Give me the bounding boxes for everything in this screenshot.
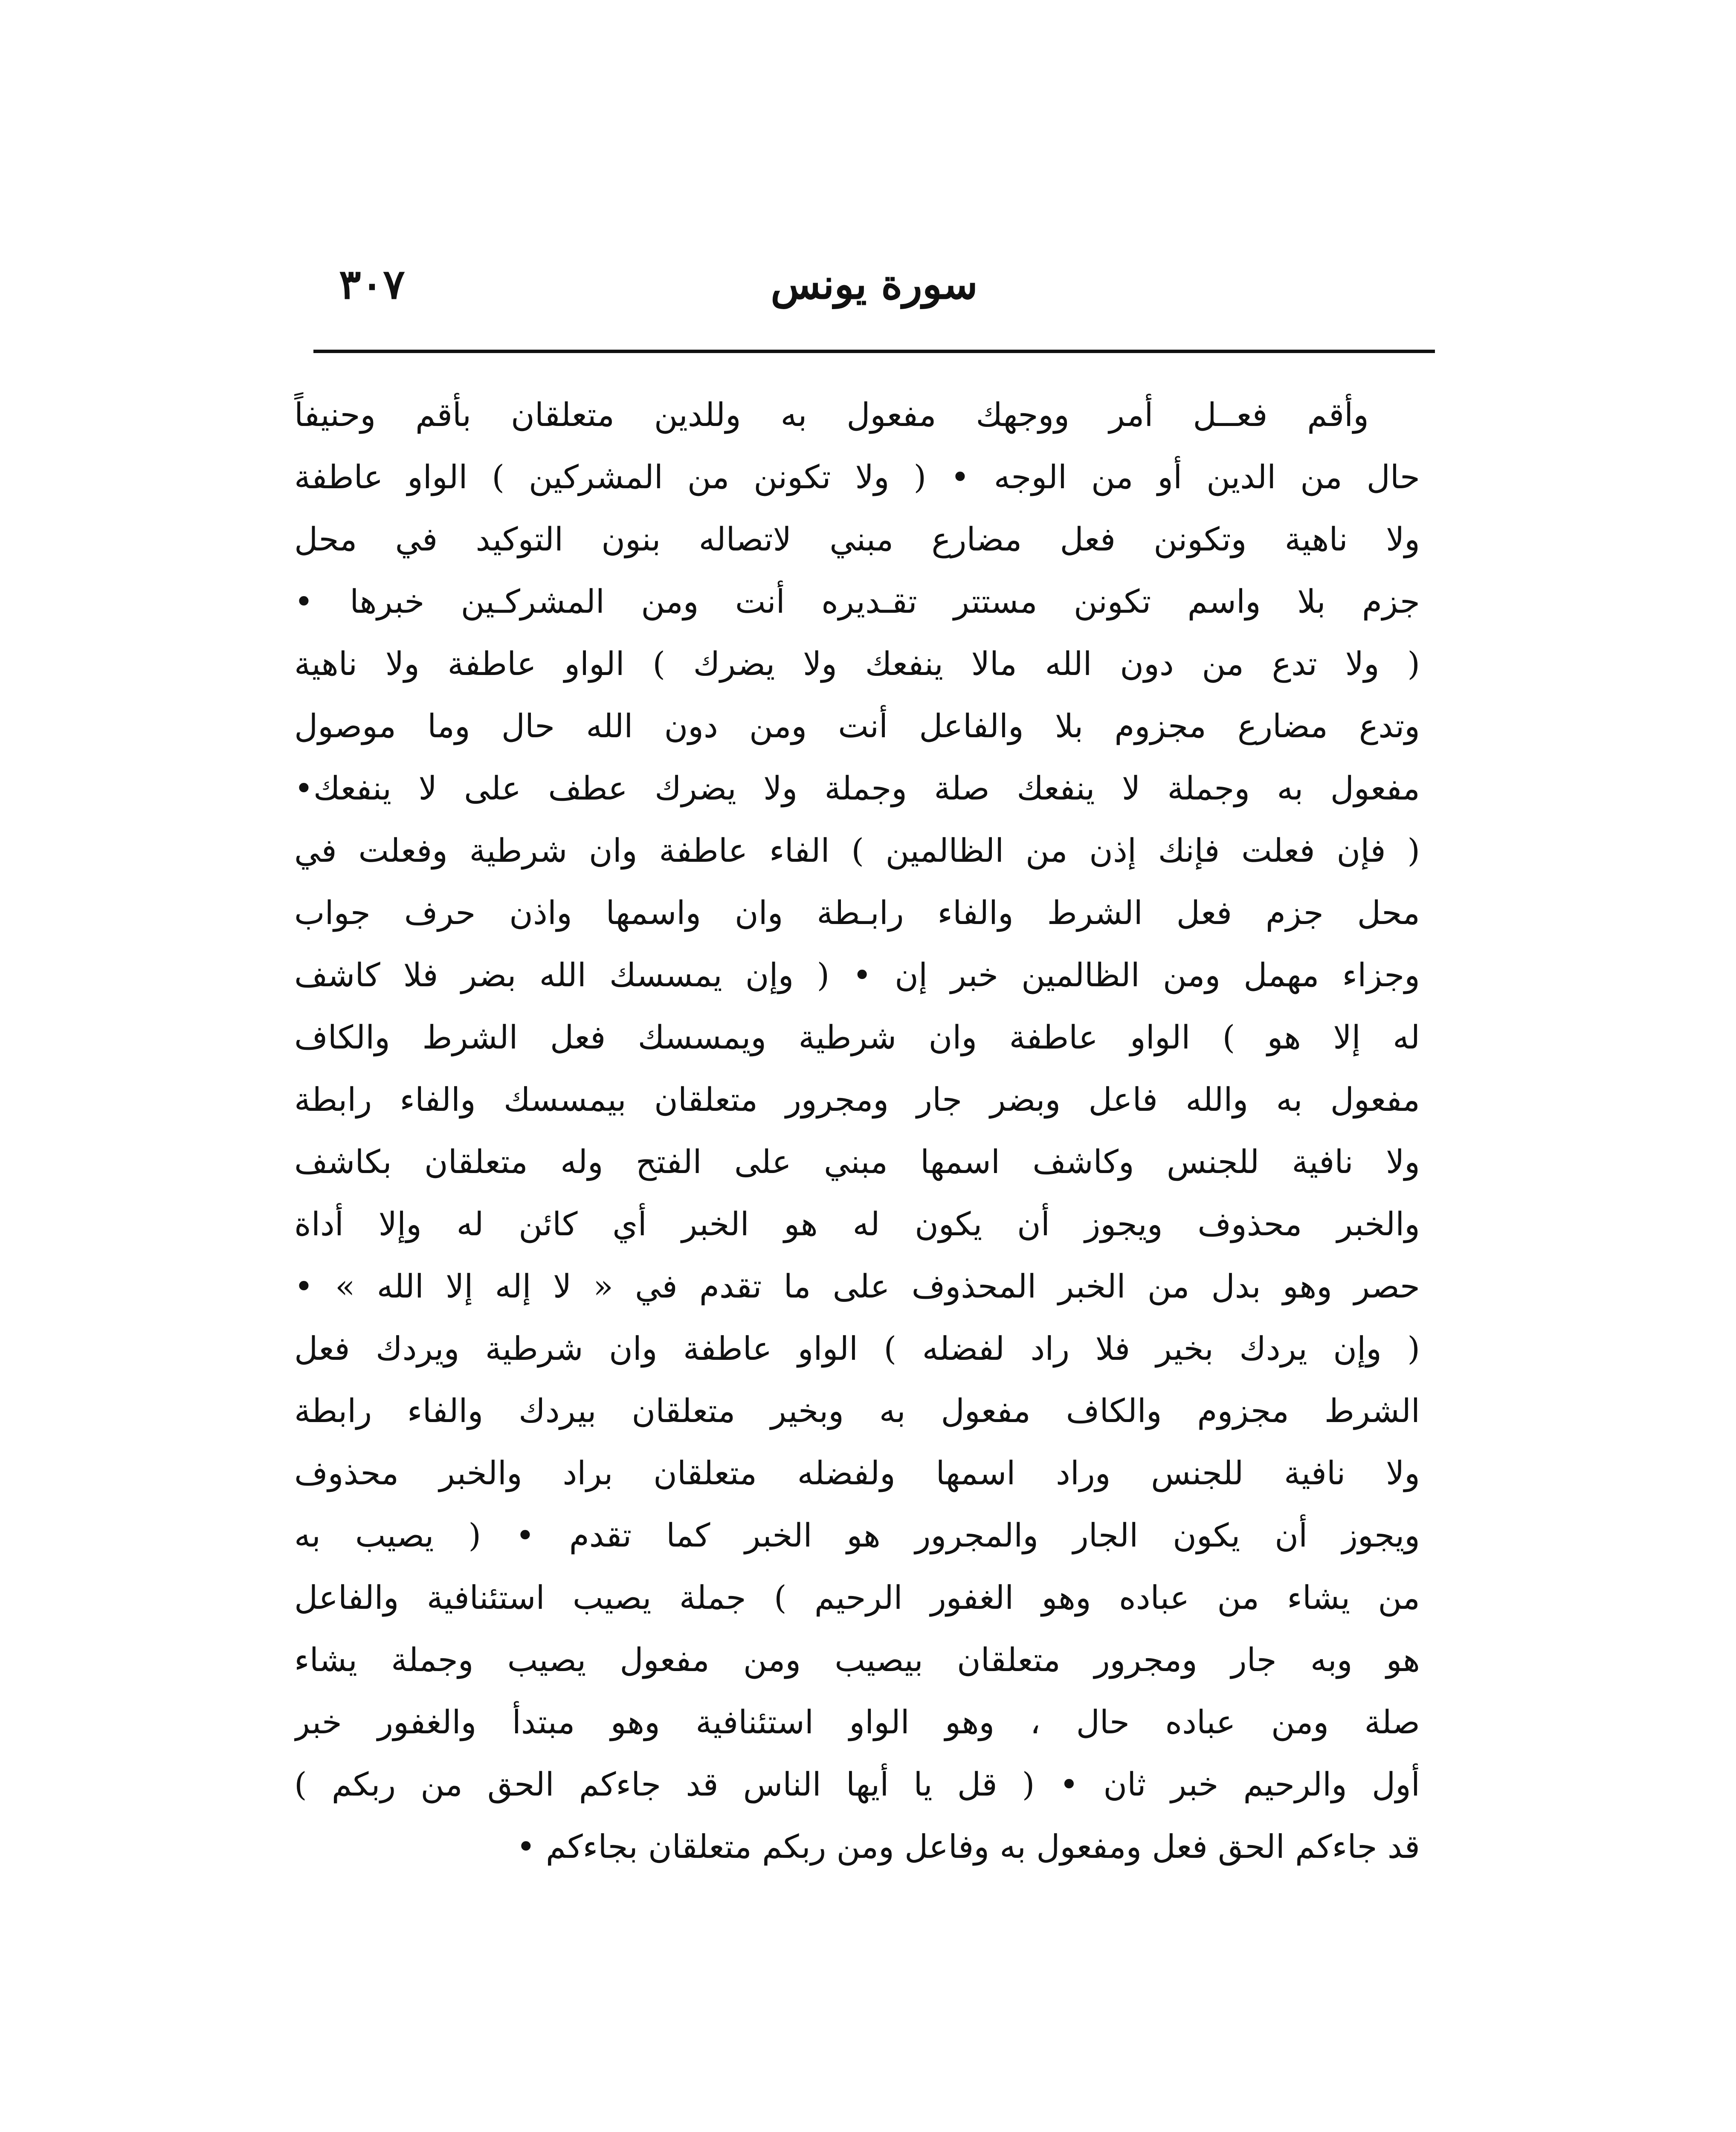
text-line: الشرط مجزوم والكاف مفعول به وبخير متعلقان بيردك والفاء رابطة <box>294 1392 1420 1430</box>
body-text <box>294 384 1420 1878</box>
text-line: ( فإن فعلت فإنك إذن من الظالمين ) الفاء عاطفة وان شرطية وفعلت في <box>294 831 1420 869</box>
page-number: ٣٠٧ <box>339 260 405 308</box>
text-line: هو وبه جار ومجرور متعلقان بيصيب ومن مفعول يصيب وجملة يشاء <box>294 1641 1420 1679</box>
text-line: ( وإن يردك بخير فلا راد لفضله ) الواو عاطفة وان شرطية ويردك فعل <box>294 1330 1420 1367</box>
text-line: والخبر محذوف ويجوز أن يكون له هو الخبر أي كائن له وإلا أداة <box>294 1205 1420 1243</box>
text-line: وتدع مضارع مجزوم بلا والفاعل أنت ومن دون الله حال وما موصول <box>294 707 1420 745</box>
text-line: من يشاء من عباده وهو الغفور الرحيم ) جملة يصيب استئنافية والفاعل <box>294 1579 1420 1616</box>
text-line: له إلا هو ) الواو عاطفة وان شرطية ويمسسك فعل الشرط والكاف <box>294 1018 1420 1056</box>
text-line: حصر وهو بدل من الخبر المحذوف على ما تقدم في « لا إله إلا الله » • <box>294 1267 1420 1305</box>
text-line: أول والرحيم خبر ثان • ( قل يا أيها الناس قد جاءكم الحق من ربكم ) <box>294 1765 1420 1803</box>
text-line: ويجوز أن يكون الجار والمجرور هو الخبر كما تقدم • ( يصيب به <box>294 1516 1420 1554</box>
text-line: ولا نافية للجنس وكاشف اسمها مبني على الفتح وله متعلقان بكاشف <box>294 1143 1420 1181</box>
text-line: محل جزم فعل الشرط والفاء رابـطة وان واسمها واذن حرف جواب <box>294 894 1420 932</box>
text-line: ( ولا تدع من دون الله مالا ينفعك ولا يضرك ) الواو عاطفة ولا ناهية <box>294 645 1420 683</box>
text-line: ولا نافية للجنس وراد اسمها ولفضله متعلقان براد والخبر محذوف <box>294 1454 1420 1492</box>
surah-title: سورة يونس <box>771 260 978 308</box>
text-line: صلة ومن عباده حال ، وهو الواو استئنافية وهو مبتدأ والغفور خبر <box>294 1703 1420 1741</box>
text-line: وأقم فعــل أمر ووجهك مفعول به وللدين متعلقان بأقم وحنيفاً <box>294 396 1369 434</box>
text-line: حال من الدين أو من الوجه • ( ولا تكونن من المشركين ) الواو عاطفة <box>294 458 1420 496</box>
text-line: قد جاءكم الحق فعل ومفعول به وفاعل ومن ربكم متعلقان بجاءكم • <box>516 1828 1420 1866</box>
text-line: وجزاء مهمل ومن الظالمين خبر إن • ( وإن يمسسك الله بضر فلا كاشف <box>294 956 1420 994</box>
text-line: مفعول به والله فاعل وبضر جار ومجرور متعلقان بيمسسك والفاء رابطة <box>294 1080 1420 1118</box>
text-line: مفعول به وجملة لا ينفعك صلة وجملة ولا يضرك عطف على لا ينفعك• <box>294 769 1420 807</box>
text-line: ولا ناهية وتكونن فعل مضارع مبني لاتصاله بنون التوكيد في محل <box>294 520 1420 558</box>
page-header <box>313 252 1435 337</box>
text-line: جزم بلا واسم تكونن مستتر تقـديره أنت ومن المشركـين خبرها • <box>294 582 1420 620</box>
header-divider <box>313 350 1435 353</box>
